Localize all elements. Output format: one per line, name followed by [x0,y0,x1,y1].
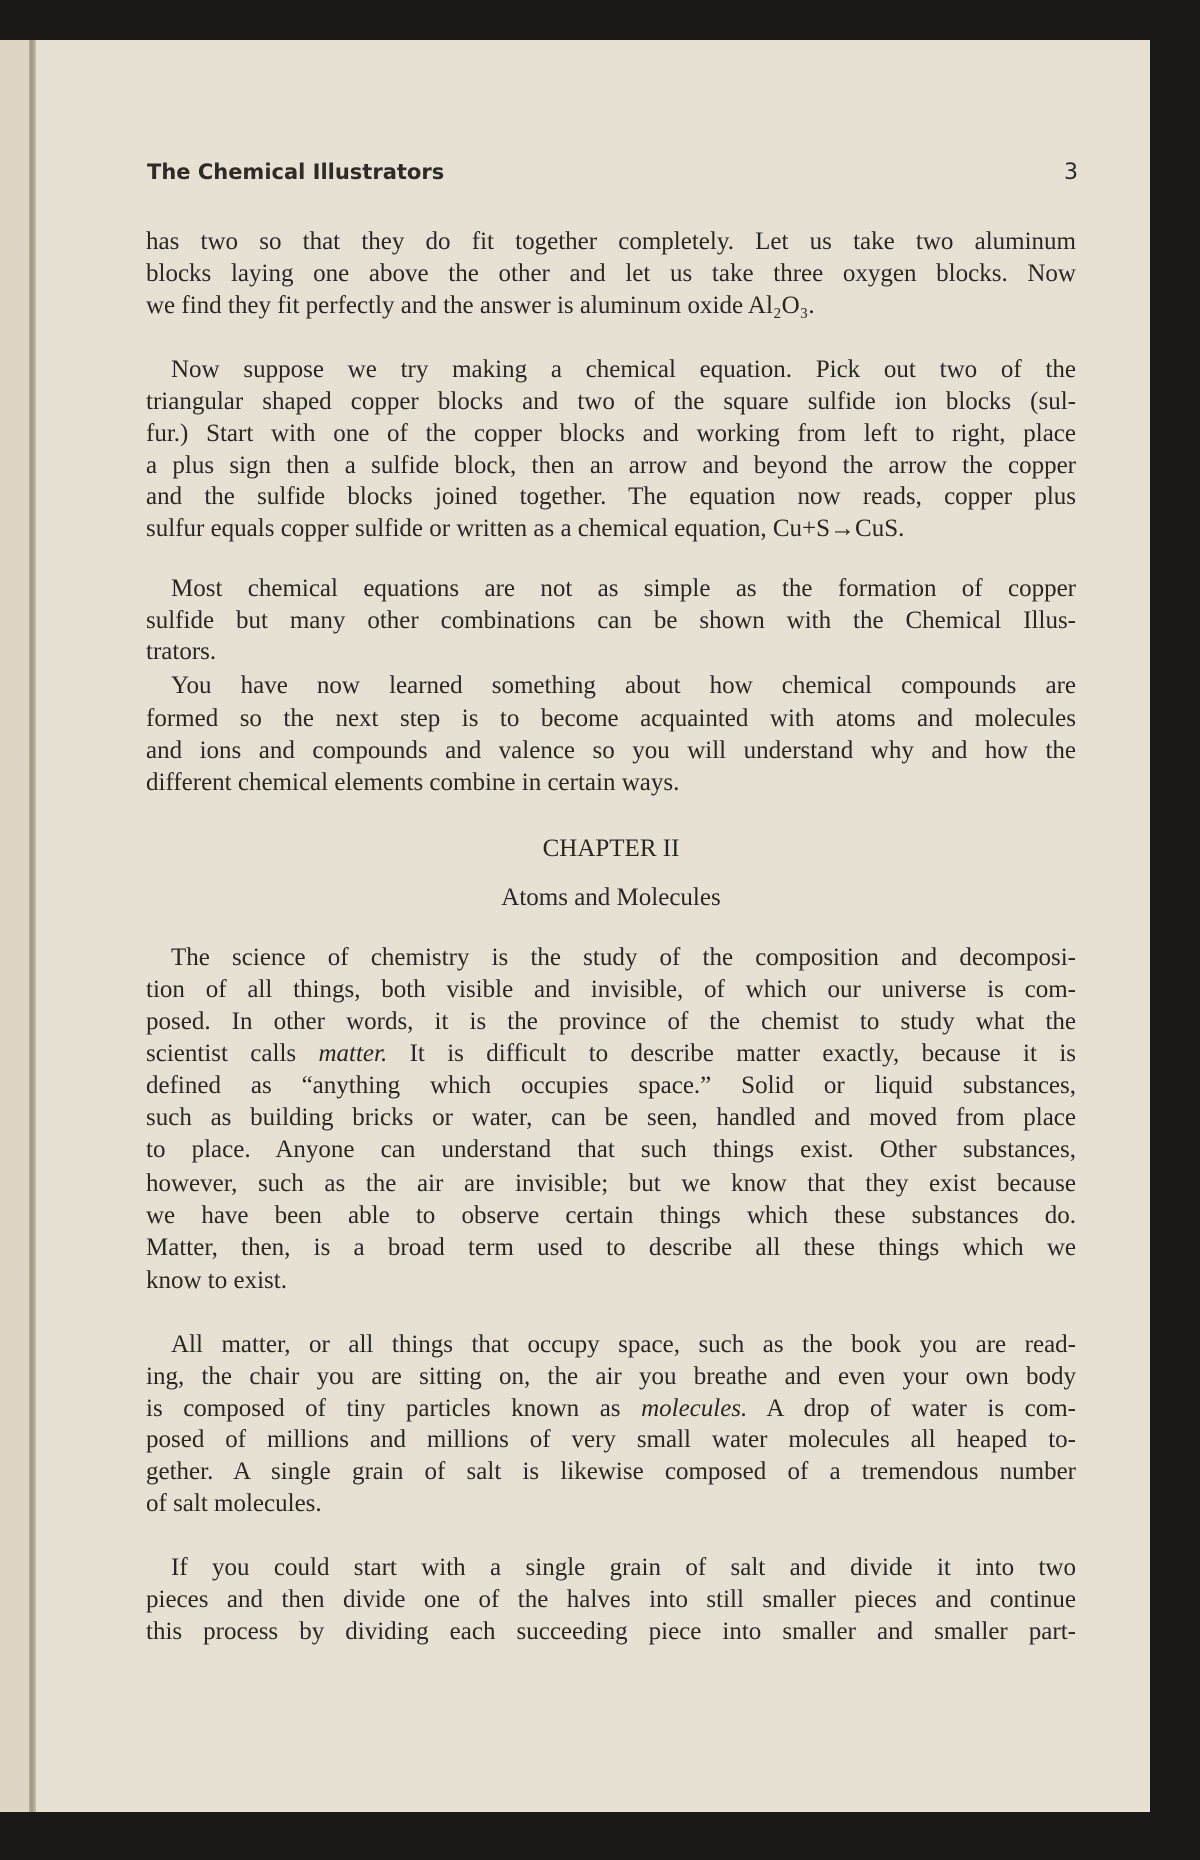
text-line: to place. Anyone can understand that such things exist. Other substances, [146,1136,1076,1163]
text-segment: scientist calls [146,1040,319,1067]
text-line: however, such as the air are invisible; but we know that they exist because [146,1170,1076,1197]
heading-line: Atoms and Molecules [501,884,721,911]
text-line: know to exist. [146,1267,287,1294]
text-line: fur.) Start with one of the copper blocks and working from left to right, place [146,420,1076,447]
page-number: 3 [1064,160,1078,185]
text-line: gether. A single grain of salt is likewise composed of a tremendous number [146,1458,1076,1485]
text-line: pieces and then divide one of the halves into still smaller pieces and continue [146,1586,1076,1613]
text-line: If you could start with a single grain of salt and divide it into two [171,1554,1076,1581]
text-line: Now suppose we try making a chemical equation. Pick out two of the [171,356,1076,383]
text-line: blocks laying one above the other and let us take three oxygen blocks. Now [146,260,1076,287]
running-title: The Chemical Illustrators [147,160,445,184]
text-line: a plus sign then a sulfide block, then an arrow and beyond the arrow the copper [146,452,1076,479]
heading-line: CHAPTER II [542,835,680,862]
text-segment: is composed of tiny particles known as [146,1395,642,1422]
text-line: sulfide but many other combinations can be shown with the Chemical Illus- [146,607,1076,634]
italic-term: molecules. [641,1395,748,1422]
text-line: You have now learned something about how chemical compounds are [171,672,1076,699]
text-line: we have been able to observe certain things which these substances do. [146,1202,1076,1229]
text-line: and ions and compounds and valence so you will understand why and how the [146,737,1076,764]
text-line [146,1038,1076,1070]
text-line: formed so the next step is to become acquainted with atoms and molecules [146,705,1076,732]
text-line: posed of millions and millions of very small water molecules all heaped to- [146,1426,1076,1453]
text-line: The science of chemistry is the study of the composition and decomposi- [171,944,1076,971]
text-segment: A drop of water is com- [747,1395,1076,1422]
text-line: All matter, or all things that occupy space, such as the book you are read- [171,1331,1076,1358]
page-gutter [0,40,30,1812]
binding-edge [29,40,36,1812]
text-line: posed. In other words, it is the province of the chemist to study what the [146,1008,1076,1035]
text-line: sulfur equals copper sulfide or written as a chemical equation, Cu+S→CuS. [146,515,905,542]
text-line: different chemical elements combine in certain ways. [146,769,680,796]
text-line: we find they fit perfectly and the answer is aluminum oxide Al₂O₃. [146,292,815,319]
text-line: such as building bricks or water, can be seen, handled and moved from place [146,1104,1076,1131]
text-line: of salt molecules. [146,1490,322,1517]
text-line: Matter, then, is a broad term used to describe all these things which we [146,1234,1076,1261]
book-page [0,40,1150,1812]
italic-term: matter. [318,1040,388,1067]
text-segment: It is difficult to describe matter exactly, because it is [387,1040,1076,1067]
text-line: tion of all things, both visible and invisible, of which our universe is com- [146,976,1076,1003]
text-line: trators. [146,638,217,665]
text-line [146,1393,1076,1425]
text-line: triangular shaped copper blocks and two of the square sulfide ion blocks (sul- [146,388,1076,415]
text-line: ing, the chair you are sitting on, the air you breathe and even your own body [146,1363,1076,1390]
text-line: has two so that they do fit together completely. Let us take two aluminum [146,228,1076,255]
text-line: Most chemical equations are not as simple as the formation of copper [171,575,1076,602]
text-line: this process by dividing each succeeding piece into smaller and smaller part- [146,1618,1076,1645]
text-line: and the sulfide blocks joined together. The equation now reads, copper plus [146,483,1076,510]
text-line: defined as “anything which occupies space.” Solid or liquid substances, [146,1072,1076,1099]
